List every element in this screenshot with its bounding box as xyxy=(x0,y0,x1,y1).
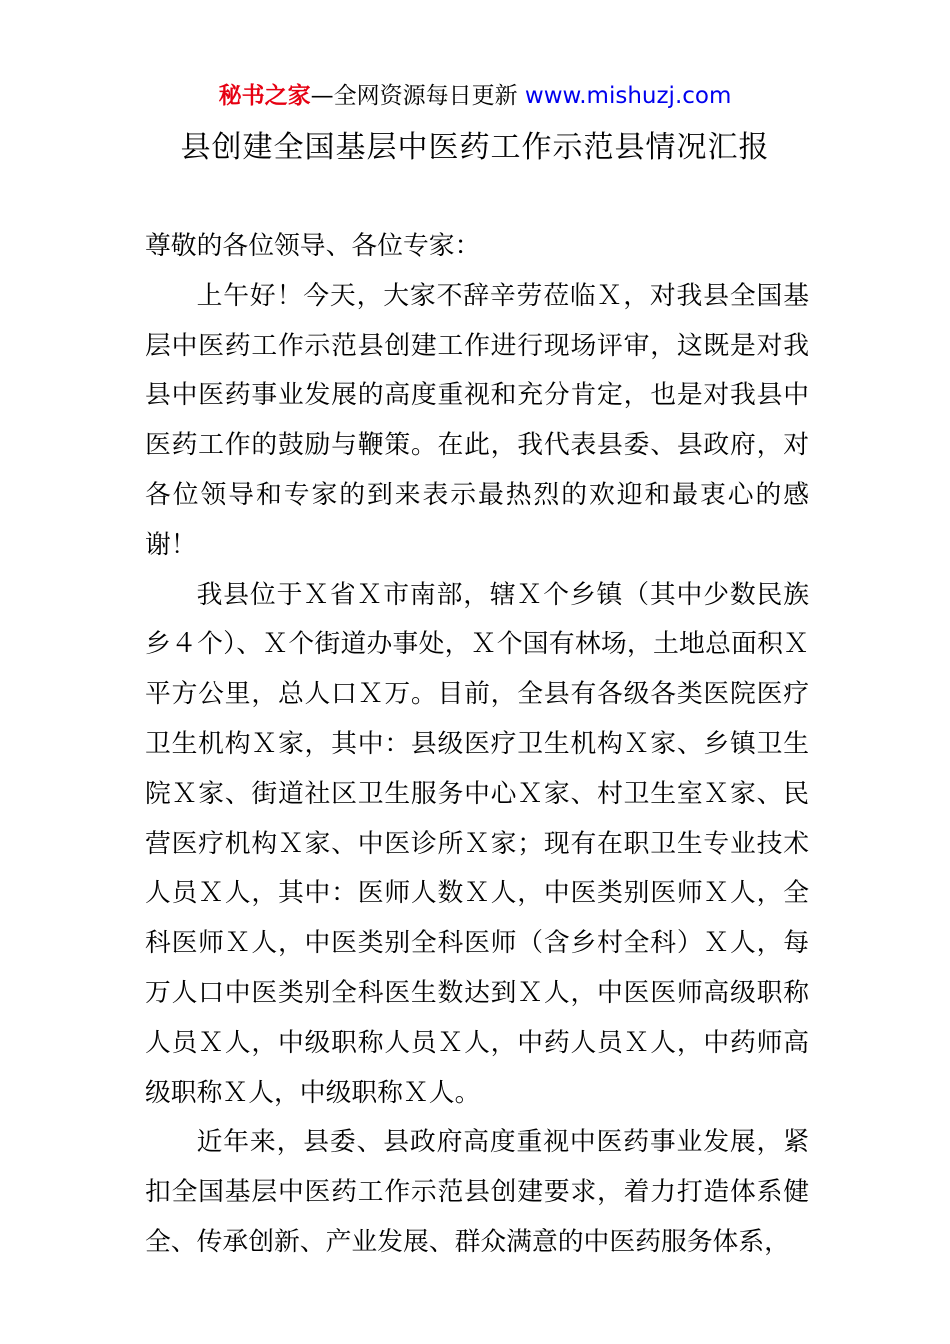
paragraph: 上午好！今天，大家不辞辛劳莅临Ｘ，对我县全国基层中医药工作示范县创建工作进行现场评审，这既是对我县中医药事业发展的高度重视和充分肯定，也是对我县中医药工作的鼓励与鞭策。在此，我代表县委、县政府，对各位领导和专家的到来表示最热烈的欢迎和最衷心的感谢！ xyxy=(145,280,809,560)
paragraph: 近年来，县委、县政府高度重视中医药事业发展，紧扣全国基层中医药工作示范县创建要求，着力打造体系健全、传承创新、产业发展、群众满意的中医药服务体系， xyxy=(145,1127,809,1257)
site-header xyxy=(0,80,950,112)
document-body xyxy=(145,222,809,1268)
document-title: 县创建全国基层中医药工作示范县情况汇报 xyxy=(180,130,770,165)
salutation: 尊敬的各位领导、各位专家： xyxy=(145,231,481,261)
paragraph: 我县位于Ｘ省Ｘ市南部，辖Ｘ个乡镇（其中少数民族乡４个）、Ｘ个街道办事处，Ｘ个国有林场，土地总面积Ｘ平方公里，总人口Ｘ万。目前，全县有各级各类医院医疗卫生机构Ｘ家，其中：县级医疗卫生机构Ｘ家、乡镇卫生院Ｘ家、街道社区卫生服务中心Ｘ家、村卫生室Ｘ家、民营医疗机构Ｘ家、中医诊所Ｘ家；现有在职卫生专业技术人员Ｘ人，其中：医师人数Ｘ人，中医类别医师Ｘ人，全科医师Ｘ人，中医类别全科医师（含乡村全科）Ｘ人，每万人口中医类别全科医生数达到Ｘ人，中医医师高级职称人员Ｘ人，中级职称人员Ｘ人，中药人员Ｘ人，中药师高级职称Ｘ人，中级职称Ｘ人。 xyxy=(145,579,809,1108)
header-tagline: —全网资源每日更新 xyxy=(310,83,525,109)
brand-name: 秘书之家 xyxy=(218,83,311,109)
site-url-link[interactable]: www.mishuzj.com xyxy=(524,83,732,109)
